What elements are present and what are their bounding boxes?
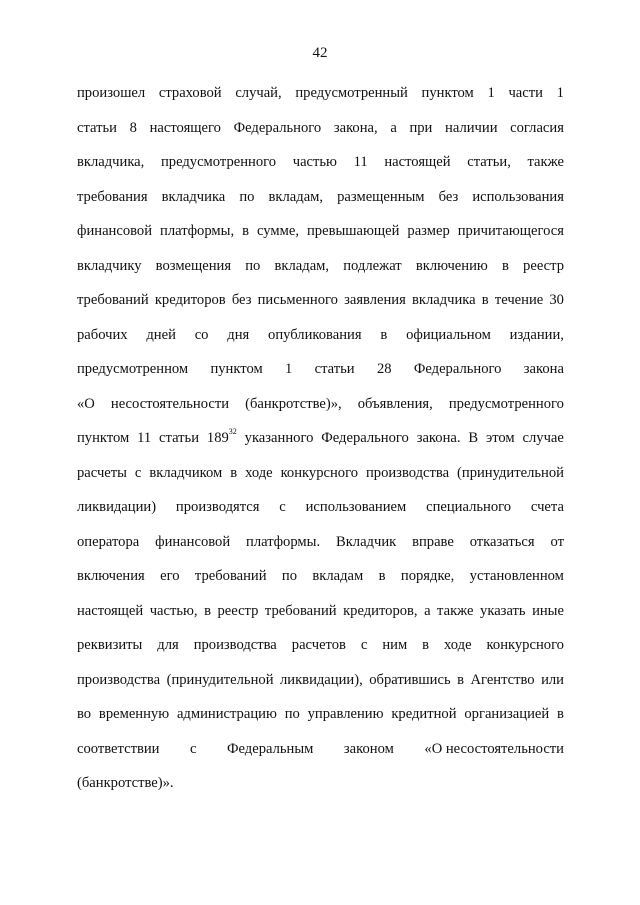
word: платформы. (246, 533, 321, 550)
word: Федеральным (226, 740, 314, 757)
word: дней (146, 326, 176, 343)
word: статьи (314, 361, 355, 377)
word: конкурсного (280, 464, 359, 481)
word: по (284, 706, 300, 722)
word: использованием (305, 499, 407, 515)
text-line (77, 456, 564, 491)
word: превышающей (306, 223, 400, 239)
text-line (77, 249, 564, 284)
page-number: 42 (312, 45, 328, 61)
text-line (77, 318, 564, 353)
word: законом (343, 740, 394, 757)
word: 11 (353, 154, 368, 170)
word: реестр (217, 602, 259, 619)
word: соответствии (77, 740, 160, 757)
word: кредиторов, (343, 602, 418, 619)
word: ликвидации) (77, 499, 157, 515)
word: оператора (77, 533, 140, 550)
word: а (424, 602, 431, 619)
word: Федерального (413, 361, 502, 377)
word: 30 (549, 292, 564, 308)
word: 28 (376, 361, 392, 377)
word: сумме, (257, 223, 299, 239)
word: вкладам (312, 568, 364, 584)
footnote-superscript: 32 (228, 427, 237, 437)
word: для (157, 637, 179, 653)
text-line (77, 697, 564, 732)
word: размещенным (337, 188, 425, 205)
word: (принудительной (166, 671, 274, 688)
word: согласия (510, 119, 564, 136)
word: включению (415, 257, 488, 274)
word: предусмотренного (160, 154, 277, 170)
word: с (279, 499, 286, 515)
text-line (77, 283, 564, 318)
word: случай, (235, 85, 282, 101)
text-line (77, 594, 564, 629)
word: в (242, 223, 250, 239)
word: в (481, 292, 489, 308)
word: ходе (444, 637, 472, 653)
word: в (204, 602, 211, 619)
word: Вкладчик (335, 533, 397, 550)
word: объявления, (357, 395, 433, 412)
text-line (77, 663, 564, 698)
word: его (160, 568, 180, 584)
word: несостоятельности (110, 395, 230, 412)
word: 8 (129, 119, 137, 136)
word: также (437, 602, 474, 619)
word: с (134, 464, 142, 481)
word: издании, (509, 326, 564, 343)
word: рабочих (77, 326, 128, 343)
word: 1 (556, 85, 564, 101)
word: опубликования (268, 326, 362, 343)
word: (банкротстве)». (77, 775, 174, 791)
word: пунктом (210, 361, 263, 377)
word: настоящей (384, 154, 451, 170)
word: страховой (158, 85, 222, 101)
word: указать (480, 602, 526, 619)
word: кредиторов (154, 292, 226, 308)
word: кредитной (391, 706, 457, 722)
word: наличии (445, 119, 498, 136)
word: по (281, 568, 298, 584)
text-line (77, 214, 564, 249)
word: с (189, 740, 197, 757)
word: в (501, 257, 509, 274)
word: пунктом (77, 430, 130, 446)
word: по (245, 257, 261, 274)
word: при (409, 119, 433, 136)
word: статьи, (467, 154, 511, 170)
word: без (438, 188, 459, 205)
word: случае (522, 430, 564, 446)
word: закона (523, 361, 564, 377)
word: во (77, 706, 92, 722)
word: ходе (245, 464, 273, 481)
text-line (77, 421, 564, 456)
word: вкладчиком (149, 464, 223, 481)
word: ликвидации), (280, 671, 363, 688)
text-line (77, 180, 564, 215)
word: счета (530, 499, 564, 515)
word: подлежат (343, 257, 402, 274)
word: или (541, 671, 564, 688)
word: обратившись (369, 671, 451, 688)
word: настоящей (77, 602, 144, 619)
word: финансовой (77, 223, 153, 239)
word: части (508, 85, 543, 101)
word: требований (264, 602, 337, 619)
text-line (77, 525, 564, 560)
word: установленном (469, 568, 564, 584)
word: вправе (412, 533, 454, 550)
text-line (77, 766, 564, 801)
text-line (77, 732, 564, 767)
word: временную (98, 706, 170, 722)
text-line (77, 145, 564, 180)
word: Агентство (470, 671, 535, 688)
word: ним (382, 637, 408, 653)
word: в (380, 326, 388, 343)
word: Федерального (321, 430, 409, 446)
text-line (77, 628, 564, 663)
word: производятся (175, 499, 260, 515)
word: вкладам, (274, 257, 330, 274)
word: вкладчика (411, 292, 476, 308)
word: вкладчику (77, 257, 142, 274)
word: «О несостоятельности (424, 740, 564, 757)
text-line (77, 559, 564, 594)
word: требования (77, 188, 148, 205)
word: в (457, 671, 464, 688)
word: произошел (77, 85, 146, 101)
word: дня (227, 326, 250, 343)
word: закона. (416, 430, 461, 446)
word: настоящего (149, 119, 221, 136)
word: реквизиты (77, 637, 143, 653)
word: администрацию (176, 706, 277, 722)
word: пунктом (421, 85, 474, 101)
word: также (527, 154, 564, 170)
word: размер (407, 223, 450, 239)
word: В (468, 430, 479, 446)
word: (принудительной (457, 464, 564, 481)
word: в (378, 568, 386, 584)
word: течение (494, 292, 544, 308)
word: производства (365, 464, 450, 481)
word: этом (485, 430, 515, 446)
word: в (230, 464, 238, 481)
word: письменного (257, 292, 338, 308)
word: «О (77, 395, 95, 412)
word: вкладам, (268, 188, 324, 205)
word: управлению (307, 706, 384, 722)
body-text (77, 76, 564, 801)
word: 11 (137, 430, 152, 446)
word: заявления (344, 292, 406, 308)
word: со (194, 326, 209, 343)
word: организацией (464, 706, 550, 722)
word: указанного (244, 430, 314, 446)
word: расчеты (77, 464, 127, 481)
word: требований (77, 292, 149, 308)
word: использования (472, 188, 564, 205)
word: платформы, (160, 223, 235, 239)
text-line (77, 111, 564, 146)
word: конкурсного (486, 637, 564, 653)
word: без (231, 292, 252, 308)
word: Федерального (233, 119, 322, 136)
word: включения (77, 568, 145, 584)
text-line (77, 352, 564, 387)
word: 1 (285, 361, 293, 377)
word: в (557, 706, 564, 722)
word: производства (193, 637, 277, 653)
word: вкладчика (161, 188, 226, 205)
word: возмещения (155, 257, 232, 274)
text-line (77, 76, 564, 111)
word: отказаться (469, 533, 535, 550)
word: специального (426, 499, 512, 515)
word: $189^{32}$ (206, 427, 237, 446)
word: частью, (149, 602, 198, 619)
word: частью (292, 154, 337, 170)
word: вкладчика, (77, 154, 145, 170)
word: предусмотренном (77, 361, 189, 377)
word: иные (532, 602, 564, 619)
word: реестр (523, 257, 564, 274)
word: финансовой (155, 533, 231, 550)
word: предусмотренного (448, 395, 564, 412)
word: от (550, 533, 564, 550)
word: требований (194, 568, 267, 584)
word: а (390, 119, 397, 136)
word: статьи (77, 119, 117, 136)
word: официальном (406, 326, 491, 343)
text-line (77, 490, 564, 525)
word: расчетов (291, 637, 346, 653)
word: порядке, (400, 568, 455, 584)
word: производства (77, 671, 161, 688)
word: причитающегося (457, 223, 564, 239)
word: (банкротстве)», (245, 395, 342, 412)
word: статьи (159, 430, 200, 446)
text-line (77, 387, 564, 422)
word: закона, (333, 119, 378, 136)
word: предусмотренный (295, 85, 408, 101)
word: 1 (487, 85, 495, 101)
word: по (239, 188, 255, 205)
word: в (422, 637, 430, 653)
word: с (360, 637, 368, 653)
